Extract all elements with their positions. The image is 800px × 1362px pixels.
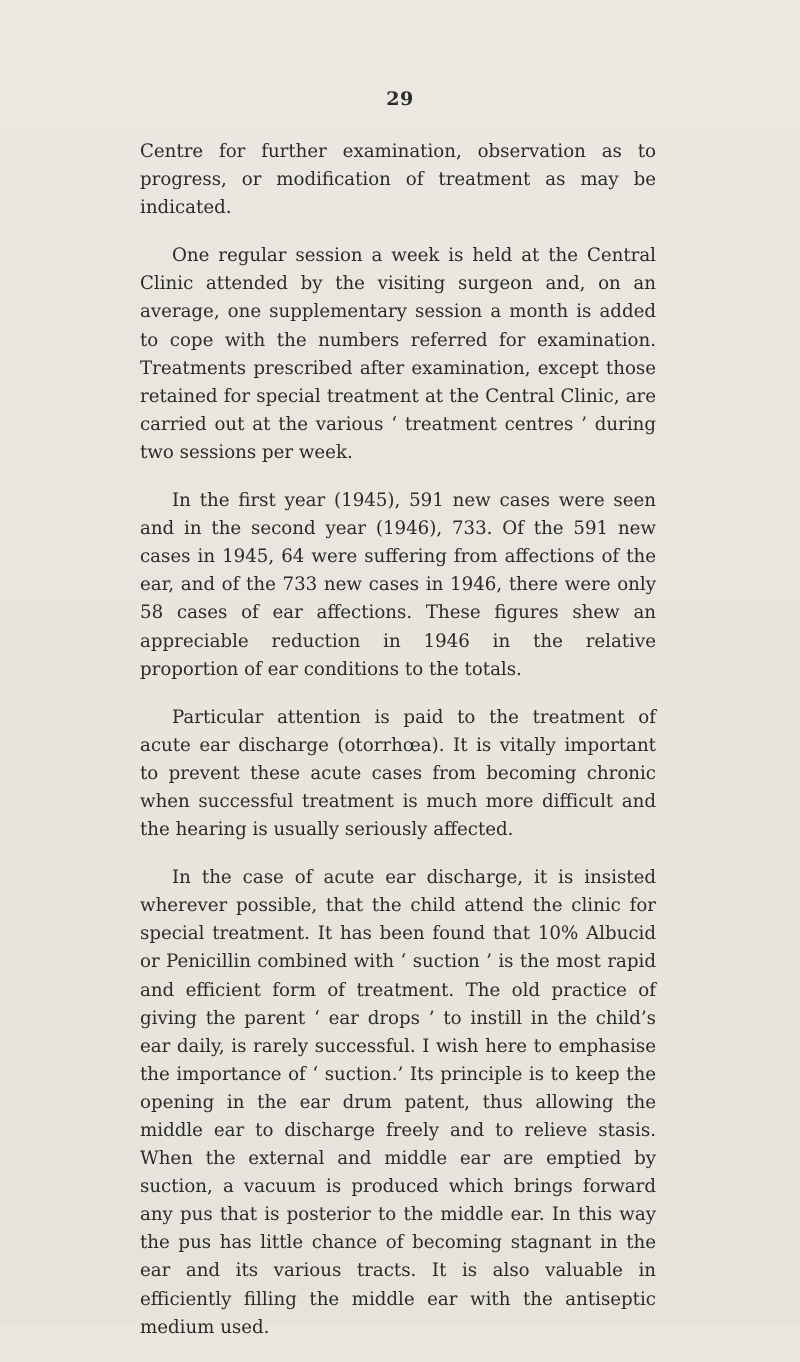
paragraph-case-figures: In the first year (1945), 591 new cases were seen and in the second year (1946), 733. Of the 591 new cases in 1945, 64 were suffering from affections of the ear, and of the 733 new cases in 1946, there were only 58 cases of ear affections. These figures shew an appreciable reduction in 1946 in the relative proportion of ear conditions to the totals. bbox=[140, 490, 656, 680]
paragraph-suction-treatment: In the case of acute ear discharge, it is insisted wherever possible, that the child attend the clinic for special treatment. It has been found that 10% Albucid or Penicillin combined with ‘ suction ’ is the most rapid and efficient form of treatment. The old practice of giving the parent ‘ ear drops ’ to instill in the child’s ear daily, is rarely successful. I wish here to emphasise the importance of ‘ suction.’ Its principle is to keep the opening in the ear drum patent, thus allowing the middle ear to discharge freely and to relieve stasis. When the external and middle ear are emptied by suction, a vacuum is produced which brings forward any pus that is posterior to the middle ear. In this way the pus has little chance of becoming stagnant in the ear and its various tracts. It is also valuable in efficiently filling the middle ear with the antiseptic medium used. bbox=[140, 867, 656, 1338]
page-number: 29 bbox=[386, 88, 414, 110]
paragraph-continuation: Centre for further examination, observation as to progress, or modification of treatment as may be indicated. bbox=[140, 141, 656, 219]
paragraph-clinic-sessions: One regular session a week is held at the Central Clinic attended by the visiting surgeon and, on an average, one supplementary session a month is added to cope with the numbers referred for examination. Treatments prescribed after examination, except those retained for special treatment at the Central Clinic, are carried out at the various ‘ treatment centres ’ during two sessions per week. bbox=[140, 245, 656, 463]
paragraph-acute-discharge: Particular attention is paid to the treatment of acute ear discharge (otorrhœa). It is vitally important to prevent these acute cases from becoming chronic when successful treatment is much more difficult and the hearing is usually seriously affected. bbox=[140, 706, 656, 841]
body-text bbox=[140, 138, 656, 1362]
